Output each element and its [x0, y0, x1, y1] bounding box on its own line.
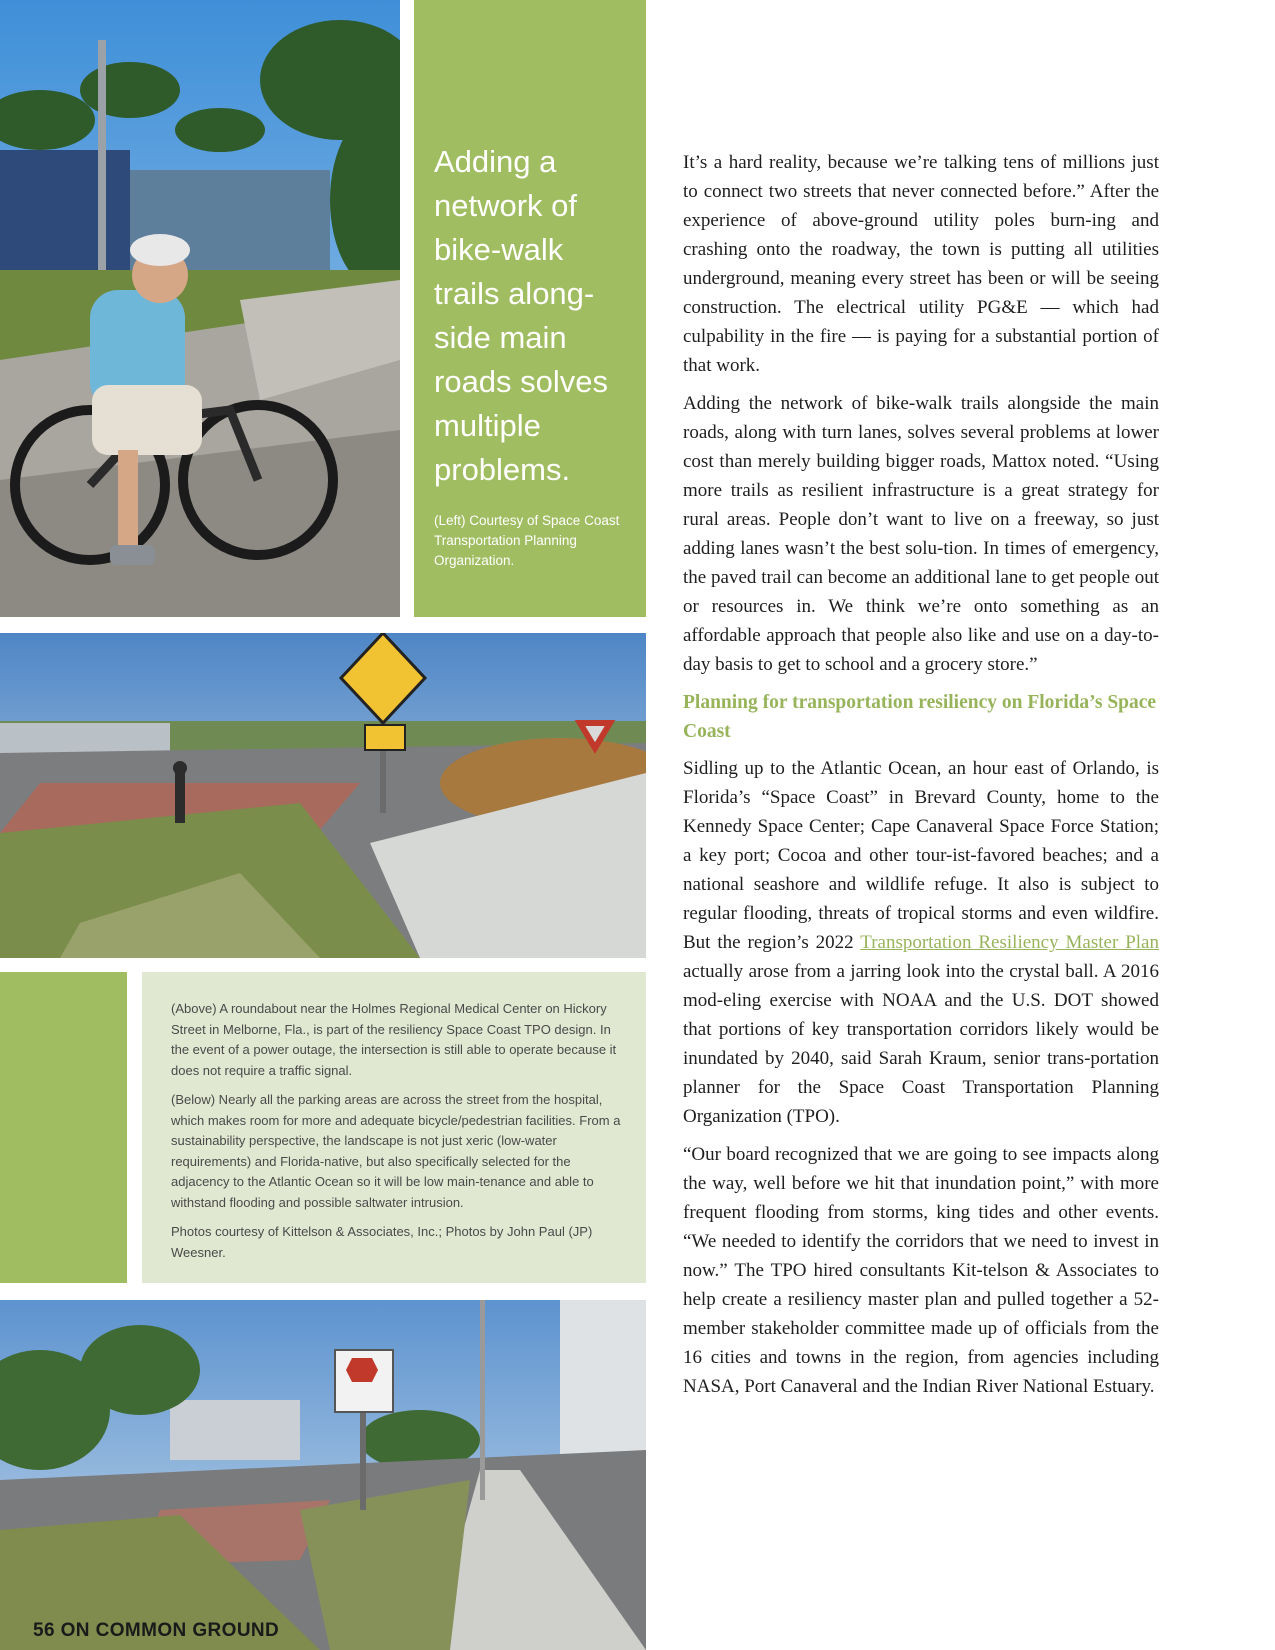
caption-above: (Above) A roundabout near the Holmes Regional Medical Center on Hickory Street in Melborne, Fla., is part of the resiliency Space Coast TPO design. In the event of a power outage, the intersection is still able to operate because it does not require a traffic signal. [171, 1001, 617, 1078]
photo-credit-left: (Left) Courtesy of Space Coast Transportation Planning Organization. [434, 513, 620, 568]
section-heading: Planning for transportation resiliency on Florida’s Space Coast [683, 692, 1157, 742]
pull-quote: Adding a network of bike-walk trails along-side main roads solves multiple problems. [434, 144, 609, 487]
photo-captions [171, 999, 621, 1272]
body-paragraph: It’s a hard reality, because we’re talking tens of millions just to connect two streets that never connected before.” After the experience of above-ground utility poles burn-ing and crashing onto the roadway, the town is putting all utilities underground, meaning every street has been or will be seeing construction. The electrical utility PG&E — which had culpability in the fire — is paying for a substantial portion of that work. [683, 152, 1159, 376]
caption-accent-bar [0, 972, 127, 1283]
roundabout-photo [0, 633, 646, 958]
body-paragraph [683, 754, 1159, 1131]
caption-below: (Below) Nearly all the parking areas are across the street from the hospital, which makes room for more and adequate bicycle/pedestrian facilities. From a sustainability perspective, the landscape is not just xeric (low-water requirements) and Florida-native, but also specifically selected for the adjacency to the Atlantic Ocean so it will be low main-tenance and able to withstand flooding and possible saltwater intrusion. [171, 1092, 621, 1210]
cyclist-photo [0, 0, 400, 617]
body-text: Sidling up to the Atlantic Ocean, an hour east of Orlando, is Florida’s “Space Coast” in Brevard County, home to the Kennedy Space Center; Cape Canaveral Space Force Station; a key port; Cocoa and other tour-ist-favored beaches; and a national seashore and wildlife refuge. It also is subject to regular flooding, threats of tropical storms and even wildfire. But the region’s 2022 [683, 758, 1159, 953]
cyclist-photo-art [0, 0, 400, 617]
body-paragraph: “Our board recognized that we are going to see impacts along the way, well before we hit that inundation point,” with more frequent flooding from storms, king tides and other events. “We needed to identify the corridors that we need to invest in now.” The TPO hired consultants Kit-telson & Associates to help create a resiliency master plan and pulled together a 52-member stakeholder committee made up of officials from the 16 cities and towns in the region, from agencies including NASA, Port Canaveral and the Indian River National Estuary. [683, 1144, 1159, 1397]
roundabout-photo-art [0, 633, 646, 958]
street-sidewalk-photo [0, 1300, 646, 1650]
photo-credits: Photos courtesy of Kittelson & Associates, Inc.; Photos by John Paul (JP) Weesner. [171, 1224, 593, 1260]
street-photo-art [0, 1300, 646, 1650]
publication-name: ON COMMON GROUND [60, 1620, 280, 1641]
article-body [683, 148, 1159, 1410]
page-number: 56 [33, 1620, 55, 1641]
page-footer [33, 1620, 279, 1642]
body-text: actually arose from a jarring look into the crystal ball. A 2016 mod-eling exercise with NOAA and the U.S. DOT showed that portions of key transportation corridors likely would be inundated by 2040, said Sarah Kraum, senior trans-portation planner for the Space Coast Transportation Planning Organization (TPO). [683, 961, 1159, 1127]
master-plan-link[interactable]: Transportation Resiliency Master Plan [860, 932, 1159, 953]
body-paragraph: Adding the network of bike-walk trails alongside the main roads, along with turn lanes, solves several problems at lower cost than merely building bigger roads, Mattox noted. “Using more trails as resilient infrastructure is a great strategy for rural areas. People don’t want to live on a freeway, so just adding lanes wasn’t the best solu-tion. In times of emergency, the paved trail can become an additional lane to get people out or resources in. We think we’re onto something as an affordable approach that people also like and use on a day-to-day basis to get to school and a grocery store.” [683, 393, 1159, 675]
